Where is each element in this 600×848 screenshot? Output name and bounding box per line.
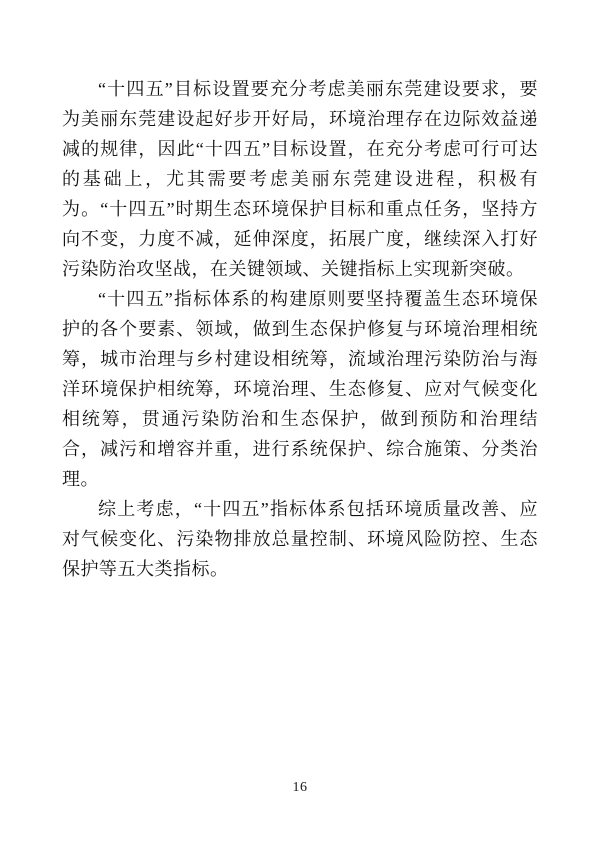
paragraph-goal-setting: “十四五”目标设置要充分考虑美丽东莞建设要求，要为美丽东莞建设起好步开好局，环境治理存在边际效益递减的规律，因此“十四五”目标设置，在充分考虑可行可达的基础上，尤其需要考虑美丽东莞建设进程，积极有为。“十四五”时期生态环境保护目标和重点任务，坚持方向不变，力度不减，延伸深度，拓展广度，继续深入打好污染防治攻坚战，在关键领域、关键指标上实现新突破。 (62, 79, 538, 279)
page-footer (0, 778, 600, 797)
paragraph-indicator-principles: “十四五”指标体系的构建原则要坚持覆盖生态环境保护的各个要素、领域，做到生态保护修复与环境治理相统筹，城市治理与乡村建设相统筹，流域治理污染防治与海洋环境保护相统筹，环境治理、生态修复、应对气候变化相统筹，贯通污染防治和生态保护，做到预防和治理结合，减污和增容并重，进行系统保护、综合施策、分类治理。 (62, 289, 538, 489)
paragraph-indicator-categories: 综上考虑，“十四五”指标体系包括环境质量改善、应对气候变化、污染物排放总量控制、环境风险防控、生态保护等五大类指标。 (62, 499, 538, 579)
document-body (62, 74, 538, 584)
page-number: 16 (292, 780, 308, 795)
